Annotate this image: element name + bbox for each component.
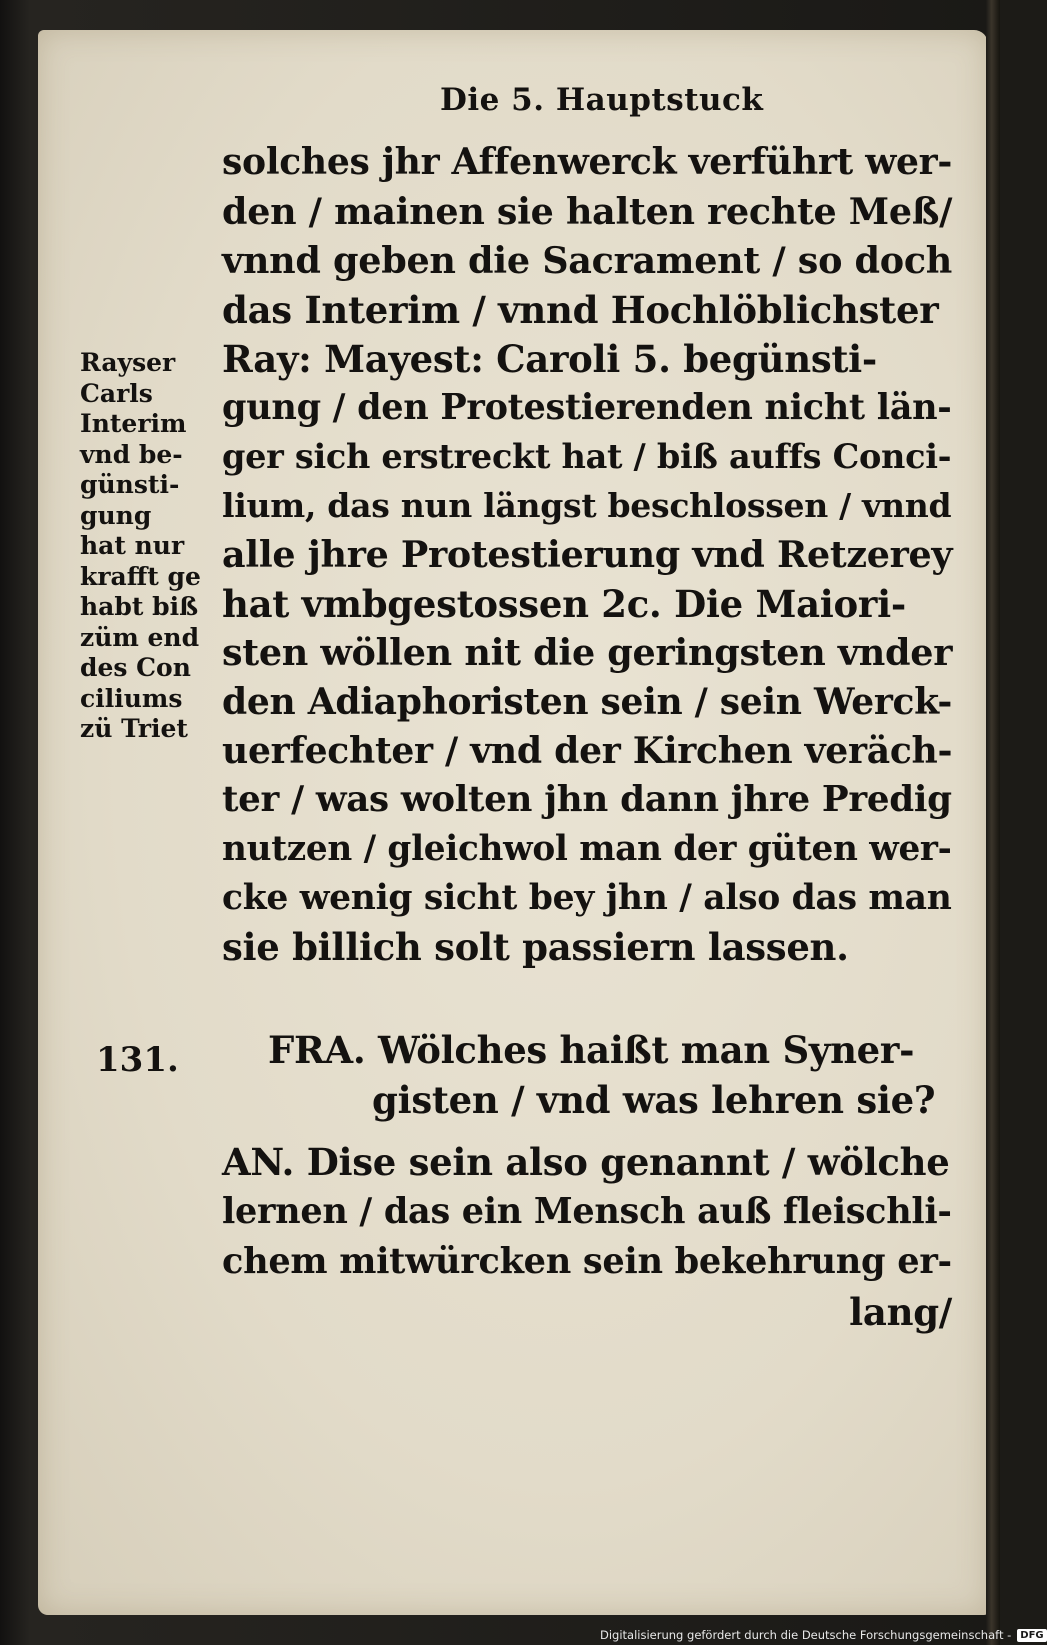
book-edge [986, 0, 1000, 1645]
margin-note-line: vnd be- [80, 439, 183, 469]
margin-note-line: hat nur [80, 531, 185, 560]
question-line: gisten / vnd was lehren sie? [372, 1078, 936, 1122]
answer-line: lang/ [849, 1290, 952, 1334]
margin-note-line: Rayser [80, 348, 176, 377]
dfg-logo: DFG [1017, 1629, 1046, 1642]
running-head: Die 5. Hauptstuck [440, 82, 764, 118]
margin-note-line: gung [80, 500, 152, 530]
margin-note-line: zü Triet [80, 714, 188, 743]
answer-line: lernen / das ein Mensch auß fleischli- [222, 1191, 952, 1232]
text-line: den / mainen sie halten rechte Meß/ [222, 190, 953, 233]
margin-note-line: ciliums [80, 683, 183, 713]
text-line: lium, das nun längst beschlossen / vnnd [222, 486, 952, 525]
margin-note-line: günsti- [80, 470, 180, 499]
margin-note-line: Interim [80, 409, 187, 438]
text-line: ger sich erstreckt hat / biß auffs Conci- [222, 437, 952, 476]
text-line: den Adiaphoristen sein / sein Werck- [222, 680, 953, 723]
text-line: Ray: Mayest: Caroli 5. begünsti- [222, 337, 877, 381]
text-line: sie billich solt passiern lassen. [222, 925, 849, 969]
text-line: hat vmbgestossen 2c. Die Maiori- [222, 582, 906, 626]
footer-credit: Digitalisierung gefördert durch die Deutsche Forschungsgemeinschaft - [600, 1628, 1012, 1642]
answer-line: chem mitwürcken sein bekehrung er- [222, 1241, 952, 1282]
text-line: ter / was wolten jhn dann jhre Predig [222, 779, 952, 820]
question-line: FRA. Wölches haißt man Syner- [268, 1028, 915, 1072]
text-line: vnnd geben die Sacrament / so doch [222, 239, 953, 282]
text-line: alle jhre Protestierung vnd Retzerey [222, 533, 953, 576]
answer-line: AN. Dise sein also genannt / wölche [222, 1140, 950, 1184]
margin-note-line: züm end [80, 622, 200, 652]
text-line: uerfechter / vnd der Kirchen veräch- [222, 729, 953, 772]
digitization-footer [600, 1625, 1047, 1645]
margin-note [80, 348, 220, 745]
text-line: cke wenig sicht bey jhn / also das man [222, 878, 952, 918]
text-line: sten wöllen nit die geringsten vnder [222, 631, 953, 674]
text-line: das Interim / vnnd Hochlöblichster [222, 288, 939, 332]
text-line: nutzen / gleichwol man der güten wer- [222, 829, 952, 869]
margin-note-line: krafft ge [80, 561, 201, 591]
question-number: 131. [96, 1040, 179, 1080]
margin-note-line: Carls [80, 378, 153, 408]
margin-note-line: des Con [80, 653, 191, 682]
text-line: solches jhr Affenwerck verführt wer- [222, 140, 953, 183]
margin-note-line: habt biß [80, 592, 199, 621]
text-line: gung / den Protestierenden nicht län- [222, 387, 952, 428]
